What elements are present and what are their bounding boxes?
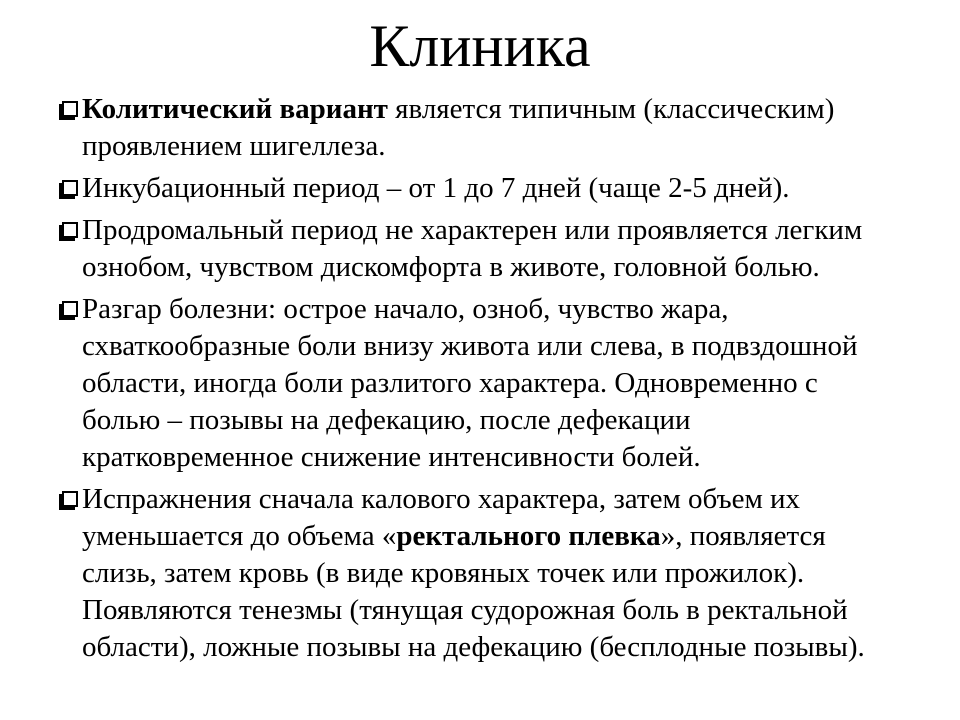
- bold-text-run: ректального плевка: [396, 520, 661, 552]
- square-bullet-icon: [62, 301, 78, 317]
- text-run: Инкубационный период – от 1 до 7 дней (чаще 2-5 дней).: [82, 172, 790, 204]
- text-run: проявлением шигеллеза.: [82, 130, 386, 162]
- bold-text-run: Колитический вариант: [82, 93, 388, 125]
- text-line: [82, 328, 920, 365]
- text-line: [82, 592, 920, 629]
- text-run: Разгар болезни: острое начало, озноб, чувство жара,: [82, 293, 729, 325]
- text-line: [82, 439, 920, 476]
- text-line: [82, 518, 920, 555]
- text-line: [82, 629, 920, 666]
- square-bullet-icon: [62, 491, 78, 507]
- text-run: кратковременное снижение интенсивности болей.: [82, 441, 701, 473]
- text-line: [82, 481, 920, 518]
- text-line: [82, 365, 920, 402]
- list-item: [82, 291, 920, 476]
- text-line: [82, 555, 920, 592]
- square-bullet-icon: [62, 101, 78, 117]
- text-line: [82, 291, 920, 328]
- text-run: Появляются тенезмы (тянущая судорожная боль в ректальной: [82, 594, 848, 626]
- text-line: [82, 128, 920, 165]
- text-run: области), ложные позывы на дефекацию (бесплодные позывы).: [82, 631, 865, 663]
- bullet-list: [0, 91, 960, 666]
- text-run: болью – позывы на дефекацию, после дефекации: [82, 404, 691, 436]
- text-run: », появляется: [660, 520, 826, 552]
- list-item: [82, 170, 920, 207]
- text-run: Продромальный период не характерен или проявляется легким: [82, 214, 863, 246]
- text-line: [82, 170, 920, 207]
- text-line: [82, 249, 920, 286]
- text-run: является типичным (классическим): [387, 93, 835, 125]
- page-title: Клиника: [369, 13, 591, 79]
- text-run: уменьшается до объема «: [82, 520, 397, 552]
- text-run: слизь, затем кровь (в виде кровяных точек или прожилок).: [82, 557, 805, 589]
- list-item: [82, 212, 920, 286]
- square-bullet-icon: [62, 222, 78, 238]
- list-item: [82, 481, 920, 666]
- text-run: Испражнения сначала калового характера, затем объем их: [82, 483, 801, 515]
- list-item: [82, 91, 920, 165]
- text-run: ознобом, чувством дискомфорта в животе, головной болью.: [82, 251, 820, 283]
- text-line: [82, 91, 920, 128]
- text-run: области, иногда боли разлитого характера. Одновременно с: [82, 367, 818, 399]
- square-bullet-icon: [62, 180, 78, 196]
- text-line: [82, 212, 920, 249]
- text-line: [82, 402, 920, 439]
- text-run: схваткообразные боли внизу живота или слева, в подвздошной: [82, 330, 858, 362]
